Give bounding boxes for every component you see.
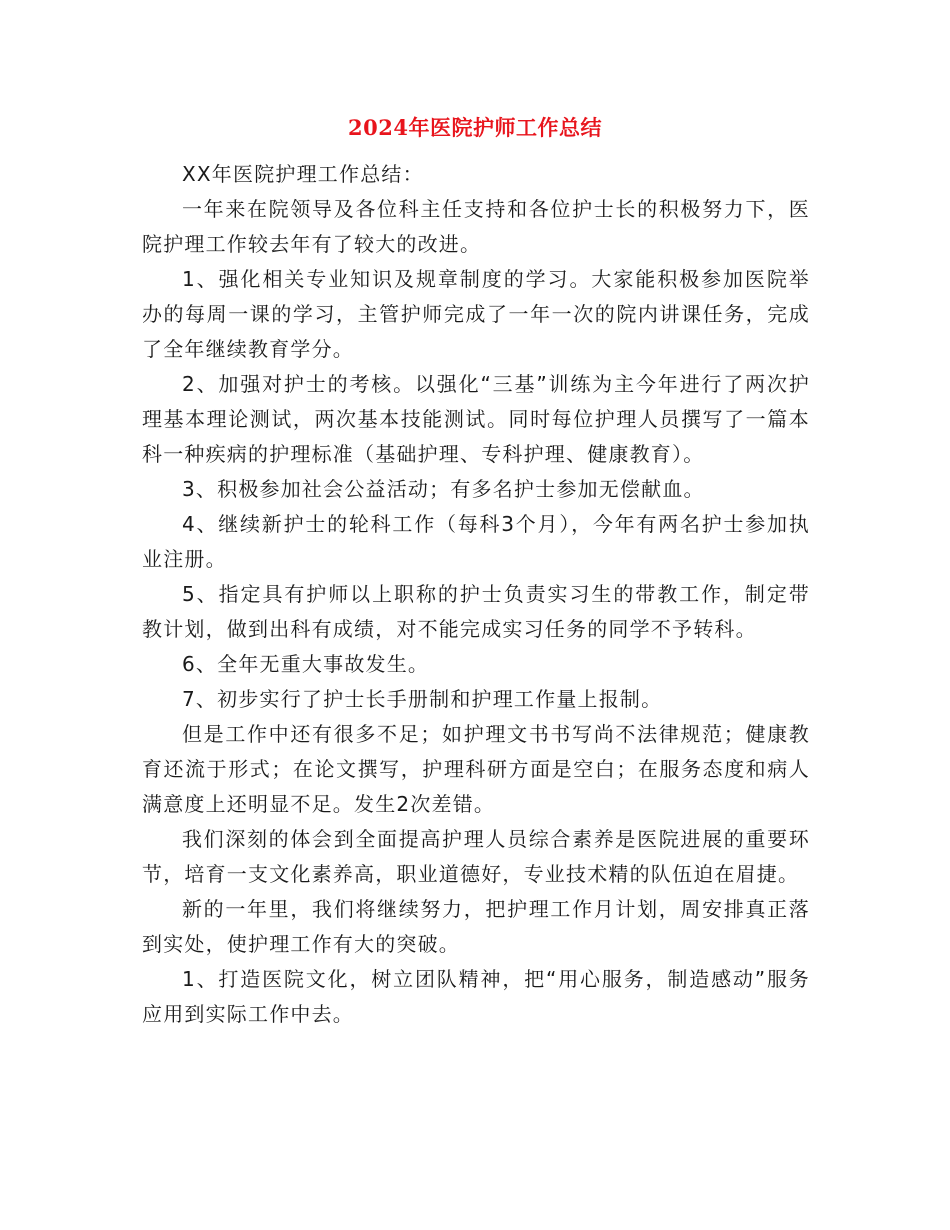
paragraph-shortcomings: 但是工作中还有很多不足；如护理文书书写尚不法律规范；健康教育还流于形式；在论文撰写，护理科研方面是空白；在服务态度和病人满意度上还明显不足。发生2次差错。: [142, 722, 810, 816]
paragraph-item-3: 3、积极参加社会公益活动；有多名护士参加无偿献血。: [182, 477, 705, 501]
document-title: 2024年医院护师工作总结: [348, 115, 602, 140]
paragraph-new-year: 新的一年里，我们将继续努力，把护理工作月计划，周安排真正落到实处，使护理工作有大的突破。: [142, 897, 810, 956]
paragraph-item-7: 7、初步实行了护士长手册制和护理工作量上报制。: [182, 687, 663, 711]
paragraph-item-5: 5、指定具有护师以上职称的护士负责实习生的带教工作，制定带教计划，做到出科有成绩，对不能完成实习任务的同学不予转科。: [142, 582, 810, 641]
paragraph-intro: 一年来在院领导及各位科主任支持和各位护士长的积极努力下，医院护理工作较去年有了较大的改进。: [142, 197, 810, 256]
paragraph-item-6: 6、全年无重大事故发生。: [182, 652, 430, 676]
paragraph-heading: XX年医院护理工作总结：: [182, 162, 424, 186]
paragraph-plan-1: 1、打造医院文化，树立团队精神，把“用心服务，制造感动”服务应用到实际工作中去。: [142, 967, 810, 1026]
paragraph-item-2: 2、加强对护士的考核。以强化“三基”训练为主今年进行了两次护理基本理论测试，两次基本技能测试。同时每位护理人员撰写了一篇本科一种疾病的护理标准（基础护理、专科护理、健康教育）。: [142, 372, 810, 466]
paragraph-item-1: 1、强化相关专业知识及规章制度的学习。大家能积极参加医院举办的每周一课的学习，主管护师完成了一年一次的院内讲课任务，完成了全年继续教育学分。: [142, 267, 810, 361]
paragraph-item-4: 4、继续新护士的轮科工作（每科3个月），今年有两名护士参加执业注册。: [142, 512, 810, 571]
paragraph-reflection: 我们深刻的体会到全面提高护理人员综合素养是医院进展的重要环节，培育一支文化素养高，职业道德好，专业技术精的队伍迫在眉捷。: [142, 827, 810, 886]
document-body: [142, 157, 810, 1032]
